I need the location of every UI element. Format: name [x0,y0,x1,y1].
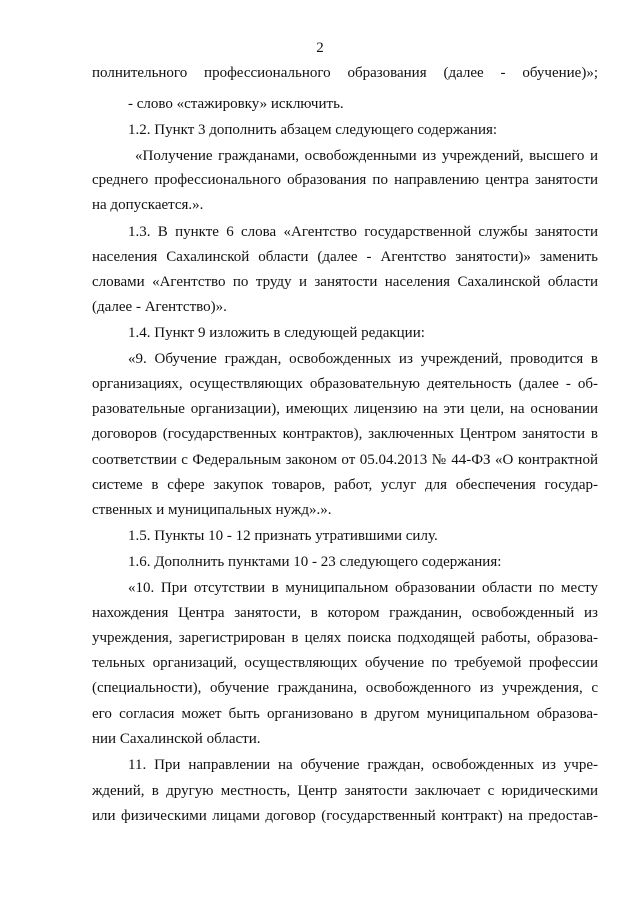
text-line: нии Сахалинской области. [92,731,261,747]
text-line: системе в сфере закупок товаров, работ, услуг для обеспечения государ- [92,477,598,493]
text-line: нахождения Центра занятости, в котором гражданин, освобожденный из [92,605,598,621]
text-line: 1.3. В пункте 6 слова «Агентство государственной службы занятости [128,224,598,240]
text-line: населения Сахалинской области (далее - Агентство занятости)» заменить [92,249,598,265]
text-line: «9. Обучение граждан, освобожденных из учреждений, проводится в [128,351,598,367]
text-line: на допускается.». [92,197,204,213]
text-line: тельных организаций, осуществляющих обучение по требуемой профессии [92,655,598,671]
text-line: 1.4. Пункт 9 изложить в следующей редакции: [128,325,425,341]
text-line: ственных и муниципальных нужд».». [92,502,332,518]
text-line: 1.5. Пункты 10 - 12 признать утратившими силу. [128,528,438,544]
text-line: полнительного профессионального образования (далее - обучение)»; [92,65,598,81]
text-line: учреждения, зарегистрирован в целях поиска подходящей работы, образова- [92,630,598,646]
text-line: (специальности), обучение гражданина, освобожденного из учреждения, с [92,680,598,696]
text-line: 11. При направлении на обучение граждан, освобожденных из учре- [128,757,598,773]
text-line: ждений, в другую местность, Центр занятости заключает с юридическими [92,783,598,799]
text-line: среднего профессионального образования по направлению центра занятости [92,172,598,188]
text-line: или физическими лицами договор (государственный контракт) на предостав- [92,808,598,824]
text-line: 1.6. Дополнить пунктами 10 - 23 следующего содержания: [128,554,502,570]
text-line: 1.2. Пункт 3 дополнить абзацем следующего содержания: [128,122,498,138]
text-line: разовательные организации), имеющих лицензию на эти цели, на основании [92,401,598,417]
page-number: 2 [316,40,324,56]
text-line: организациях, осуществляющих образовательную деятельность (далее - об- [92,376,598,392]
text-line: (далее - Агентство)». [92,299,227,315]
text-line: его согласия может быть организовано в другом муниципальном образова- [92,706,598,722]
text-line: «Получение гражданами, освобожденными из учреждений, высшего и [135,148,598,164]
text-line: - слово «стажировку» исключить. [128,96,344,112]
text-line: словами «Агентство по труду и занятости населения Сахалинской области [92,274,598,290]
text-line: договоров (государственных контрактов), заключенных Центром занятости в [92,426,598,442]
text-line: «10. При отсутствии в муниципальном образовании области по месту [128,580,598,596]
text-line: соответствии с Федеральным законом от 05.04.2013 № 44-ФЗ «О контрактной [92,452,598,468]
